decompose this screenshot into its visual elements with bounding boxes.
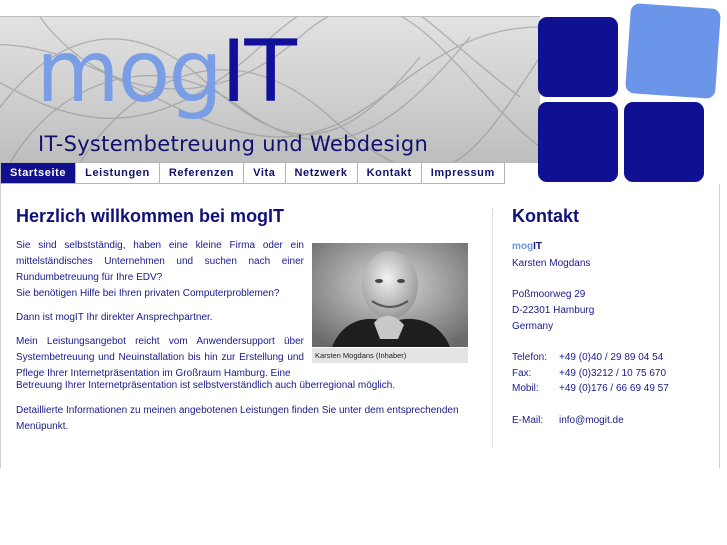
fax-label: Fax: [512, 368, 532, 379]
contact-person-paragraph: Dann ist mogIT Ihr direkter Ansprechpartner. [16, 312, 213, 323]
services-paragraph: Mein Leistungsangebot reicht vom Anwendersupport über Systembetreuung und Neuinstallation bis hin zur Erstellung und Pflege Ihrer Internetpräsentation im Großraum Hamburg. Eine [16, 336, 304, 379]
phone-value: +49 (0)40 / 29 89 04 54 [559, 352, 664, 363]
logo[interactable] [36, 22, 295, 122]
contact-mobile-row [512, 383, 669, 394]
logo-mog: mog [36, 22, 221, 122]
decorative-square [538, 17, 618, 97]
decorative-square [538, 102, 618, 182]
contact-street: Poßmoorweg 29 [512, 289, 586, 300]
contact-city: D-22301 Hamburg [512, 305, 595, 316]
contact-name: Karsten Mogdans [512, 258, 591, 269]
contact-fax-row [512, 368, 666, 379]
header-banner [0, 16, 540, 163]
tab-startseite[interactable]: Startseite [0, 162, 76, 184]
brand-mog: mog [512, 241, 534, 252]
contact-email-row [512, 415, 624, 426]
email-label: E-Mail: [512, 415, 544, 426]
contact-brand [512, 241, 542, 252]
intro-paragraph-question: Sie benötigen Hilfe bei Ihren privaten Computerproblemen? [16, 288, 280, 299]
intro-paragraph: Sie sind selbstständig, haben eine kleine Firma oder ein mittelständisches Unternehmen und suchen nach einer Rundumbetreuung für Ihre EDV? [16, 240, 304, 283]
photo-caption: Karsten Mogdans (Inhaber) [312, 348, 468, 363]
contact-heading: Kontakt [512, 206, 579, 226]
services-paragraph-continued: Betreuung Ihrer Internetpräsentation ist selbstverständlich auch überregional möglich. [16, 380, 396, 391]
main-navigation [0, 162, 505, 184]
details-paragraph: Detaillierte Informationen zu meinen angebotenen Leistungen finden Sie unter dem entsprechenden Menüpunkt. [16, 405, 459, 432]
brand-it: IT [533, 241, 542, 252]
decorative-square [624, 102, 704, 182]
mobile-value: +49 (0)176 / 66 69 49 57 [559, 383, 669, 394]
decorative-square-tilted [625, 3, 721, 99]
portrait-image [312, 243, 468, 347]
owner-photo [312, 243, 468, 347]
tab-referenzen[interactable]: Referenzen [160, 162, 244, 184]
column-divider [492, 208, 493, 448]
tab-leistungen[interactable]: Leistungen [76, 162, 160, 184]
tab-impressum[interactable]: Impressum [422, 162, 505, 184]
logo-it: IT [220, 22, 295, 122]
tab-netzwerk[interactable]: Netzwerk [286, 162, 358, 184]
fax-value: +49 (0)3212 / 10 75 670 [559, 368, 667, 379]
frame-left-border [0, 184, 1, 468]
phone-label: Telefon: [512, 352, 548, 363]
email-link[interactable]: info@mogit.de [559, 415, 624, 426]
page-title: Herzlich willkommen bei mogIT [16, 206, 285, 226]
tab-vita[interactable]: Vita [244, 162, 285, 184]
tab-kontakt[interactable]: Kontakt [358, 162, 422, 184]
frame-right-border [719, 184, 720, 468]
mobile-label: Mobil: [512, 383, 539, 394]
contact-phone-row [512, 352, 663, 363]
contact-country: Germany [512, 321, 554, 332]
tagline: IT-Systembetreuung und Webdesign [38, 132, 429, 156]
